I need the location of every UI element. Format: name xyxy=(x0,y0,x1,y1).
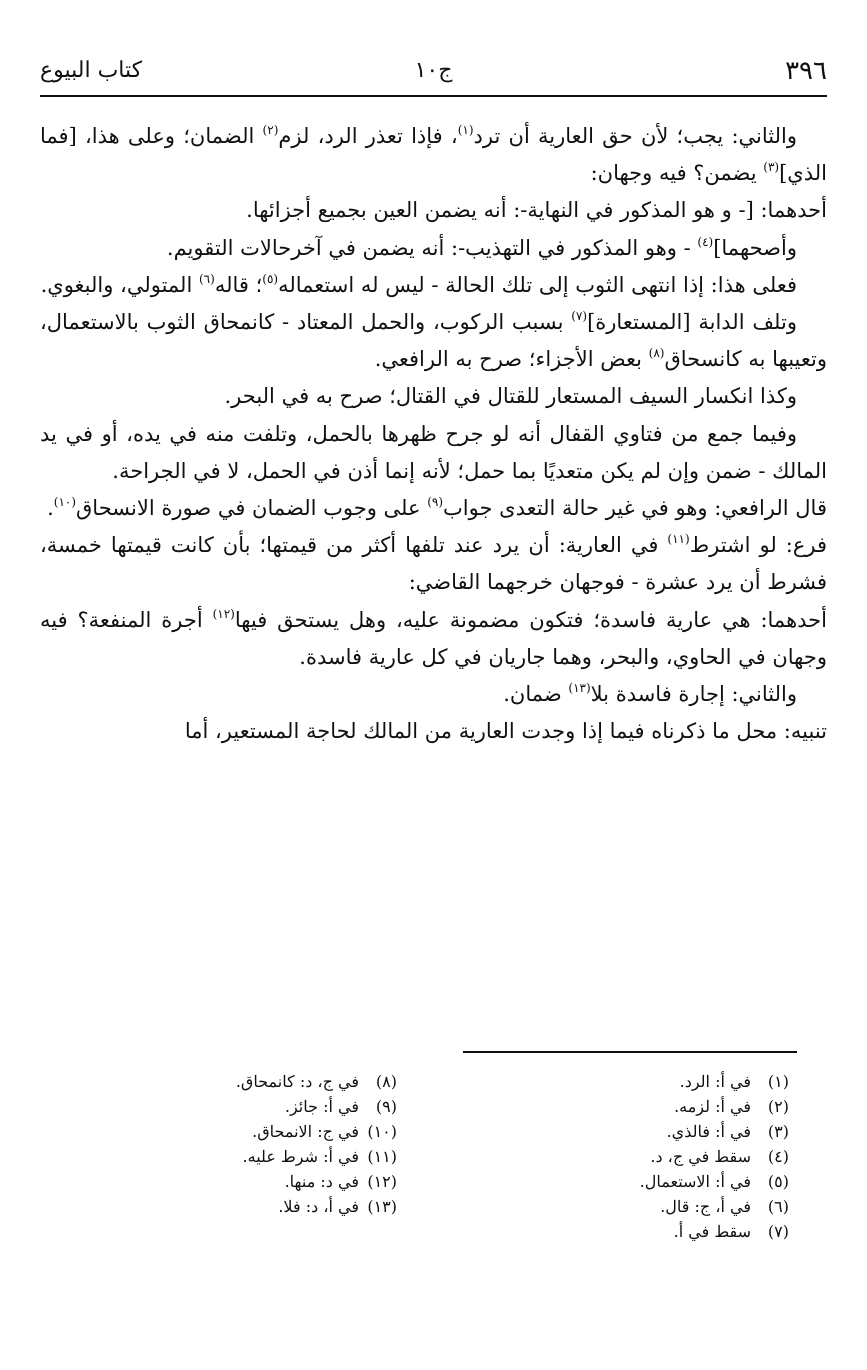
volume-label: ج١٠ xyxy=(414,58,453,83)
paragraph-text: في العارية: أن يرد عند تلفها أكثر من قيمتها؛ بأن كانت قيمتها خمسة، فشرط أن يرد عشرة - فوجهان خرجهما القاضي: xyxy=(40,533,827,595)
footnote-number: (٩) xyxy=(375,1097,397,1116)
footnote-item xyxy=(37,1069,397,1094)
paragraph xyxy=(40,192,827,229)
footnote-item xyxy=(429,1119,789,1144)
footnote-text: سقط في ج، د. xyxy=(650,1147,751,1166)
paragraph xyxy=(40,118,827,192)
paragraph-text: على وجوب الضمان في صورة الانسحاق xyxy=(76,496,428,521)
paragraph xyxy=(40,304,827,378)
footnote-item xyxy=(429,1094,789,1119)
footnote-number: (٨) xyxy=(375,1072,397,1091)
paragraph-text: ضمان. xyxy=(503,682,569,707)
paragraph xyxy=(40,230,827,267)
paragraph-text: ؛ قاله xyxy=(214,272,263,297)
footnote-number: (٤) xyxy=(767,1147,789,1166)
footnote-text: في أ: شرط عليه. xyxy=(242,1147,359,1166)
footnote-marker: (١٠) xyxy=(53,495,77,510)
footnote-marker: (١٣) xyxy=(568,681,591,696)
footnote-separator xyxy=(463,1051,797,1053)
paragraph-text: وأصحهما] xyxy=(713,235,797,260)
footnote-text: في أ: الرد. xyxy=(679,1072,751,1091)
footnote-item xyxy=(429,1144,789,1169)
footnote-marker: (٩) xyxy=(427,495,444,510)
paragraph xyxy=(40,602,827,676)
footnote-item xyxy=(37,1119,397,1144)
footnote-text: في ج، د: كانمحاق. xyxy=(235,1072,359,1091)
paragraph xyxy=(40,490,827,527)
paragraph-text: تنبيه: محل ما ذكرناه فيما إذا وجدت العارية من المالك لحاجة المستعير، أما xyxy=(184,719,827,744)
footnote-text: في أ: فالذي. xyxy=(666,1122,751,1141)
footnotes-column-left xyxy=(37,1069,397,1219)
footnote-number: (٣) xyxy=(767,1122,789,1141)
paragraph xyxy=(40,713,827,750)
header-rule xyxy=(40,95,827,97)
footnote-marker: (٨) xyxy=(648,346,665,361)
paragraph-text: - وهو المذكور في التهذيب-: أنه يضمن في آخرحالات التقويم. xyxy=(166,235,698,260)
footnote-item xyxy=(37,1194,397,1219)
main-text xyxy=(40,118,827,750)
footnote-marker: (٣) xyxy=(763,160,780,175)
footnote-number: (٦) xyxy=(767,1197,789,1216)
paragraph-text: الضمان؛ وعلى هذا، [فما الذي] xyxy=(40,124,827,186)
footnote-text: في أ: الاستعمال. xyxy=(639,1172,751,1191)
paragraph-text: وكذا انكسار السيف المستعار للقتال في القتال؛ صرح به في البحر. xyxy=(224,384,797,409)
paragraph-text: أجرة المنفعة؟ فيه وجهان في الحاوي، والبحر، وهما جاريان في كل عارية فاسدة. xyxy=(40,607,827,669)
footnote-number: (٢) xyxy=(767,1097,789,1116)
paragraph-text: ، فإذا تعذر الرد، لزم xyxy=(278,124,458,148)
footnote-item xyxy=(37,1144,397,1169)
footnote-item xyxy=(429,1169,789,1194)
footnote-marker: (١٢) xyxy=(212,606,235,621)
footnote-text: في أ، ج: قال. xyxy=(660,1197,751,1216)
footnote-text: سقط في أ. xyxy=(673,1222,751,1241)
paragraph-text: أحدهما: [- و هو المذكور في النهاية-: أنه يضمن العين بجميع أجزائها. xyxy=(246,198,827,223)
paragraph xyxy=(40,527,827,601)
footnote-item xyxy=(37,1094,397,1119)
paragraph-text: قال الرافعي: وهو في غير حالة التعدى جواب xyxy=(443,496,827,521)
paragraph-text: وفيما جمع من فتاوي القفال أنه لو جرح ظهرها بالحمل، وتلفت منه في يده، أو في يد المالك - ضمن وإن لم يكن متعديًا بما حمل؛ لأنه إنما أذن في الحمل، لا في الجراحة. xyxy=(40,421,827,483)
footnote-item xyxy=(429,1194,789,1219)
footnote-marker: (٢) xyxy=(262,123,279,137)
page-number: ٣٩٦ xyxy=(785,56,827,86)
footnote-text: في د: منها. xyxy=(284,1172,359,1191)
footnote-number: (٥) xyxy=(767,1172,789,1191)
footnote-item xyxy=(429,1219,789,1244)
footnote-text: في أ، د: فلا. xyxy=(278,1197,359,1216)
footnote-marker: (٤) xyxy=(697,234,714,249)
footnote-number: (١٠) xyxy=(367,1122,397,1141)
footnotes-column-right xyxy=(429,1069,789,1244)
footnote-item xyxy=(37,1169,397,1194)
paragraph-text: أحدهما: هي عارية فاسدة؛ فتكون مضمونة عليه، وهل يستحق فيها xyxy=(234,607,827,632)
paragraph-text: بسبب الركوب، والحمل المعتاد - كانمحاق الثوب بالاستعمال، وتعيبها به كانسحاق xyxy=(40,310,827,372)
paragraph xyxy=(40,378,827,415)
paragraph-text: وتلف الدابة [المستعارة] xyxy=(587,310,797,335)
paragraph xyxy=(40,676,827,713)
footnote-number: (١٣) xyxy=(367,1197,397,1216)
footnote-text: في أ: لزمه. xyxy=(674,1097,751,1116)
book-title: كتاب البيوع xyxy=(40,58,143,83)
footnote-marker: (١١) xyxy=(667,532,690,547)
paragraph-text: فرع: لو اشترط xyxy=(689,533,828,558)
paragraph-text: فعلى هذا: إذا انتهى الثوب إلى تلك الحالة - ليس له استعماله xyxy=(278,272,797,297)
paragraph xyxy=(40,267,827,304)
paragraph-text: . xyxy=(47,496,54,521)
footnote-item xyxy=(429,1069,789,1094)
footnote-number: (١٢) xyxy=(367,1172,397,1191)
paragraph-text: المتولي، والبغوي. xyxy=(40,272,199,297)
footnote-number: (١) xyxy=(767,1072,789,1091)
footnote-number: (١١) xyxy=(367,1147,397,1166)
footnote-text: في ج: الانمحاق. xyxy=(252,1122,359,1141)
footnote-number: (٧) xyxy=(767,1222,789,1241)
footnote-marker: (٧) xyxy=(571,309,588,324)
page-header xyxy=(40,52,827,92)
paragraph-text: يضمن؟ فيه وجهان: xyxy=(590,161,764,186)
footnote-text: في أ: جائز. xyxy=(284,1097,359,1116)
paragraph-text: بعض الأجزاء؛ صرح به الرافعي. xyxy=(374,347,649,372)
paragraph-text: والثاني: إجارة فاسدة بلا xyxy=(590,682,797,707)
footnote-marker: (٦) xyxy=(198,271,215,286)
paragraph xyxy=(40,416,827,490)
footnote-marker: (٥) xyxy=(262,271,279,286)
paragraph-text: والثاني: يجب؛ لأن حق العارية أن ترد xyxy=(473,124,797,148)
footnote-marker: (١) xyxy=(457,123,474,137)
